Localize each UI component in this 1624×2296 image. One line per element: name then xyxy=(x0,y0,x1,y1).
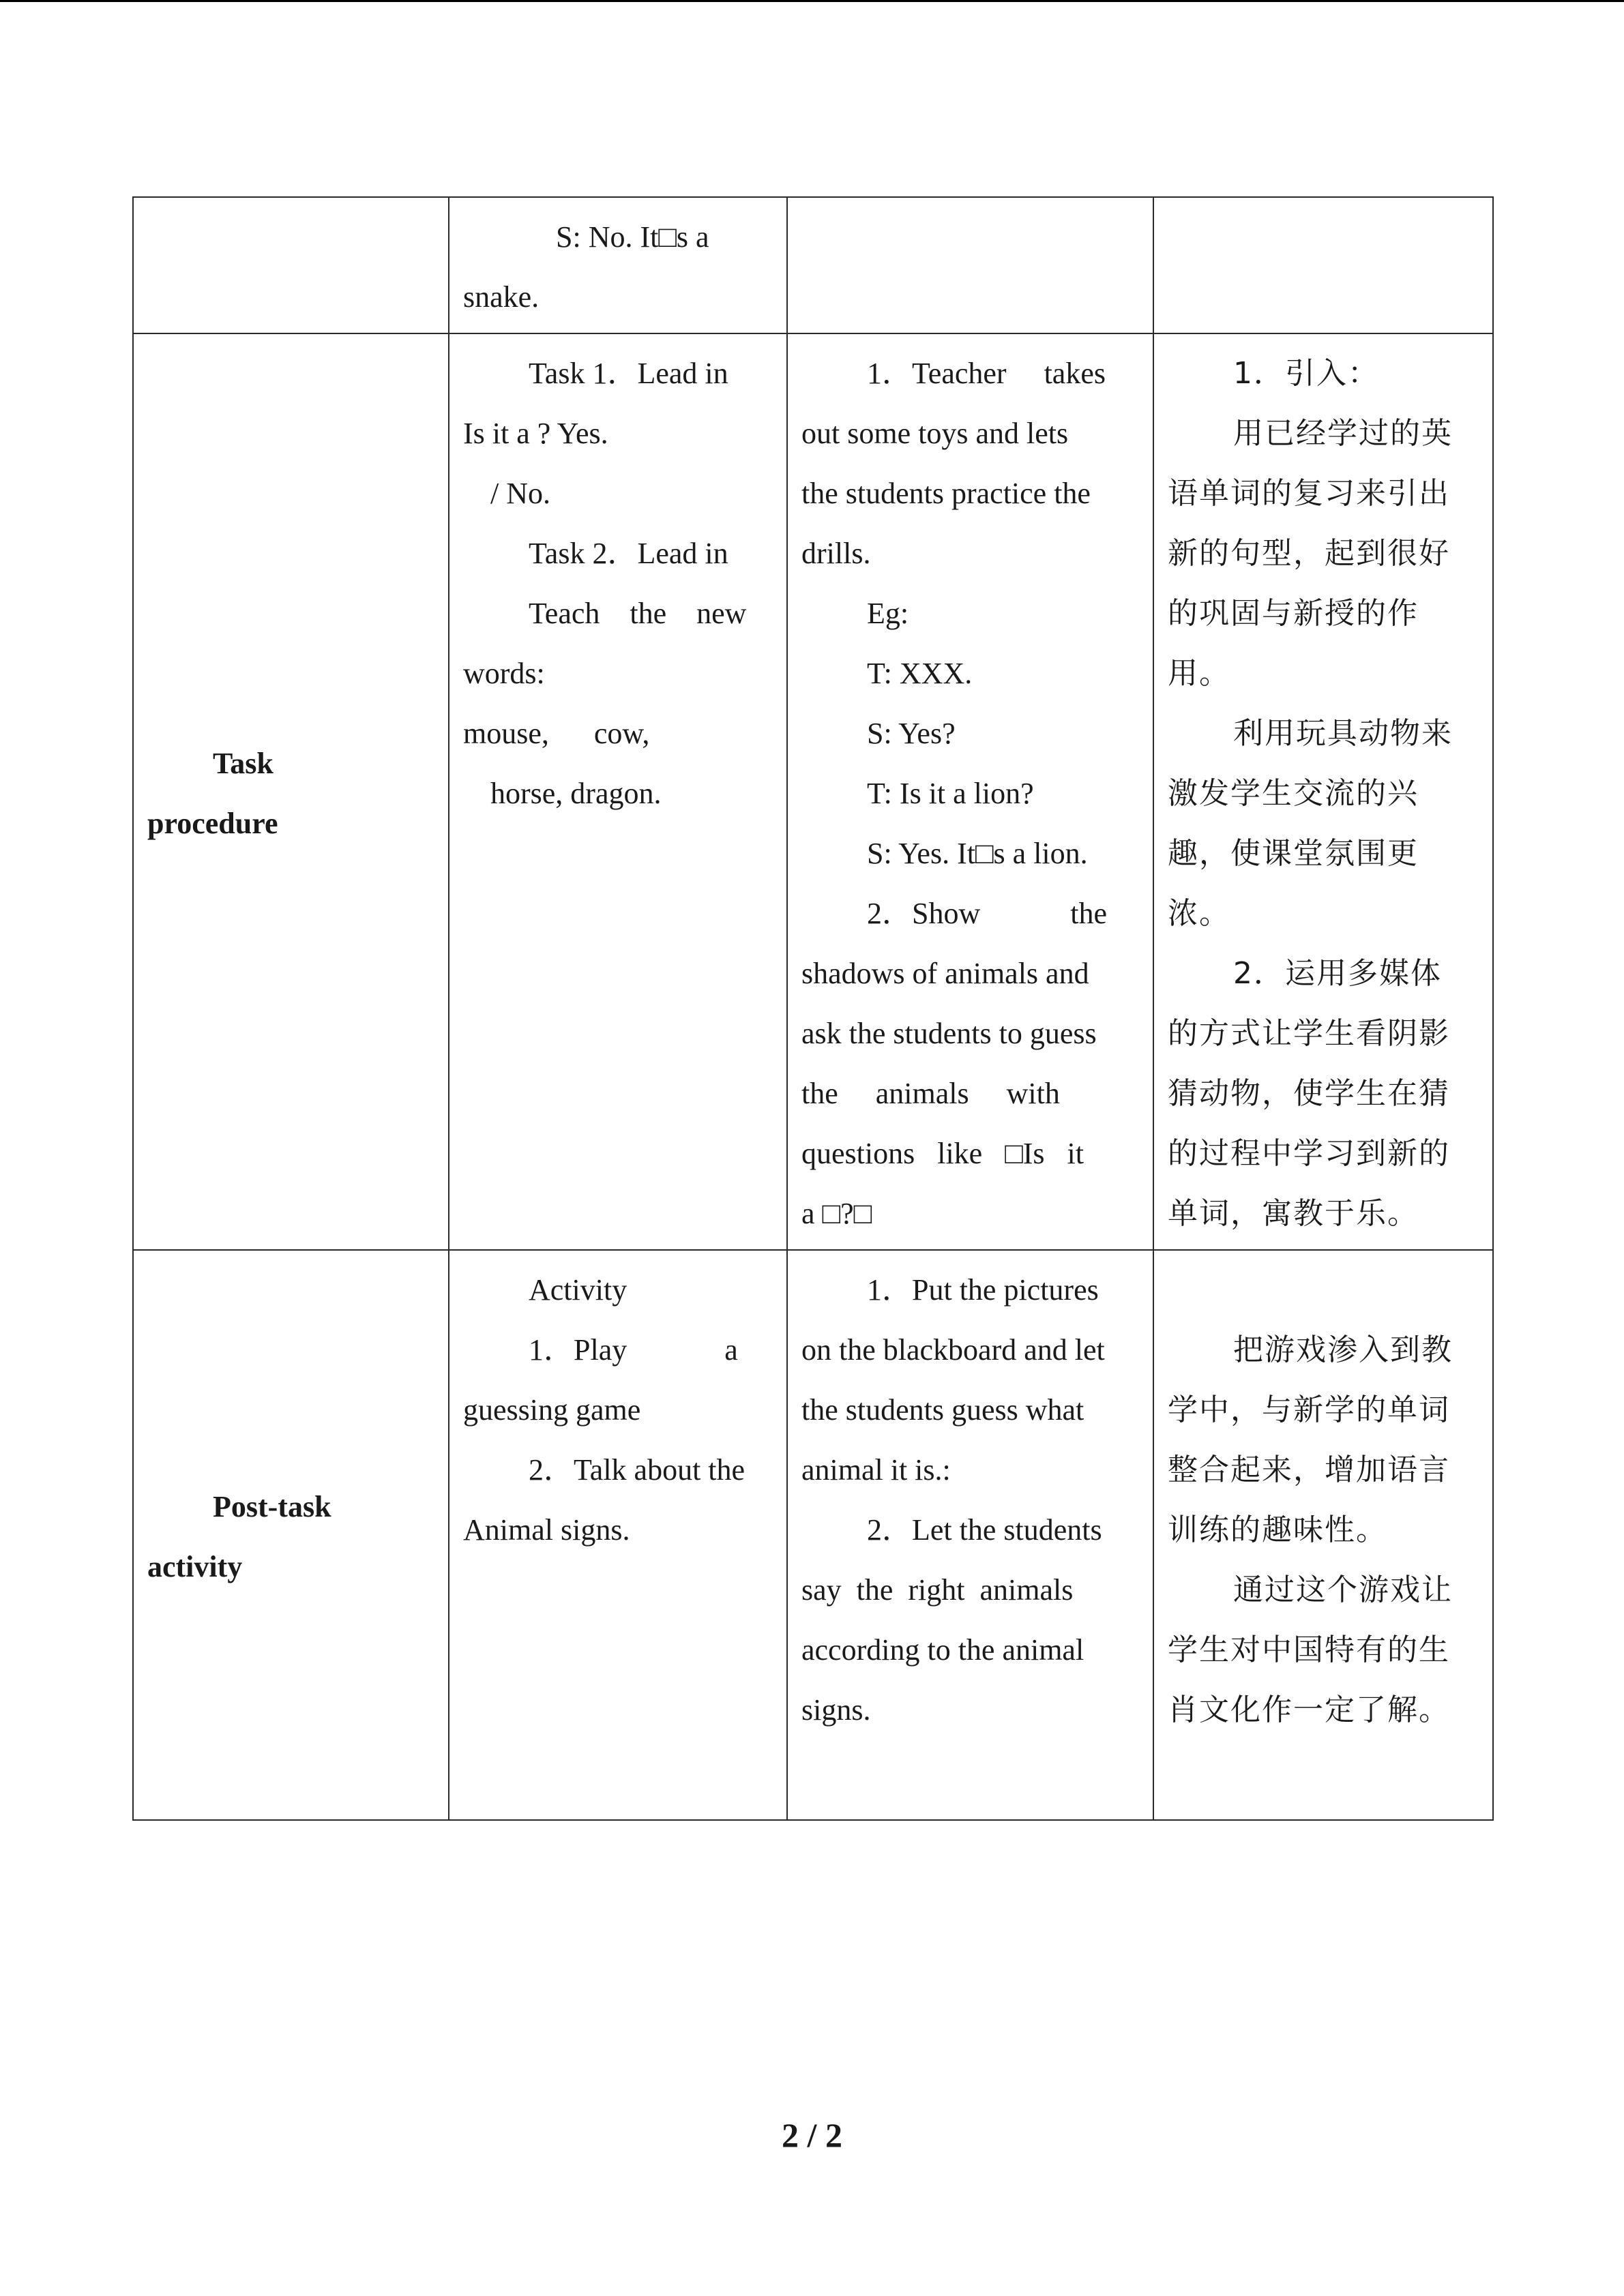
purpose-line: 学中，与新学的单词 xyxy=(1168,1392,1450,1427)
table-row-continuation xyxy=(133,197,1493,333)
content-line: words: xyxy=(463,657,545,690)
stage-cell-post-task xyxy=(133,1250,449,1820)
purpose-line: 利用玩具动物来 xyxy=(1233,716,1453,751)
purpose-line: 学生对中国特有的生 xyxy=(1168,1632,1450,1667)
content-line: S: No. It□s a xyxy=(556,220,709,254)
content-cell xyxy=(449,1250,787,1820)
method-cell xyxy=(787,333,1153,1250)
purpose-line: 肖文化作一定了解。 xyxy=(1168,1693,1450,1727)
purpose-line: 通过这个游戏让 xyxy=(1233,1572,1453,1607)
purpose-line: 的过程中学习到新的 xyxy=(1168,1136,1450,1171)
method-line: out some toys and lets xyxy=(801,417,1069,450)
table-row-post-task-activity xyxy=(133,1250,1493,1820)
method-line: S: Yes? xyxy=(867,717,956,750)
stage-cell-task-procedure xyxy=(133,333,449,1250)
method-cell xyxy=(787,1250,1153,1820)
purpose-line: 整合起来，增加语言 xyxy=(1168,1452,1450,1487)
purpose-line: 训练的趣味性。 xyxy=(1168,1512,1387,1547)
purpose-line: 浓。 xyxy=(1168,896,1230,931)
method-line: T: Is it a lion? xyxy=(867,777,1034,810)
stage-label: Task xyxy=(213,747,274,780)
purpose-line: 猜动物，使学生在猜 xyxy=(1168,1076,1450,1111)
top-border-line xyxy=(0,0,1624,2)
method-line: S: Yes. It□s a lion. xyxy=(867,837,1088,870)
content-line: Task 1．Lead in xyxy=(529,357,728,390)
method-line: a □?□ xyxy=(801,1197,872,1230)
purpose-cell xyxy=(1153,1250,1493,1820)
method-line: the students practice the xyxy=(801,477,1091,510)
purpose-line: 用。 xyxy=(1168,656,1230,691)
method-line: say the right animals xyxy=(801,1573,1074,1607)
purpose-line: 趣，使课堂氛围更 xyxy=(1168,836,1419,871)
page-number: 2 / 2 xyxy=(782,2116,842,2154)
content-line: mouse, cow, xyxy=(463,717,650,750)
stage-label: procedure xyxy=(147,807,278,840)
method-line: 2．Let the students xyxy=(867,1513,1102,1547)
method-line: ask the students to guess xyxy=(801,1017,1097,1050)
content-line: / No. xyxy=(490,477,550,510)
purpose-cell xyxy=(1153,197,1493,333)
content-line: Is it a ? Yes. xyxy=(463,417,608,450)
content-cell xyxy=(449,333,787,1250)
method-line: drills. xyxy=(801,537,871,570)
purpose-cell xyxy=(1153,333,1493,1250)
content-line: horse, dragon. xyxy=(490,777,662,810)
method-line: Eg: xyxy=(867,597,909,630)
purpose-line: 新的句型，起到很好 xyxy=(1168,536,1450,571)
stage-cell xyxy=(133,197,449,333)
content-line: Activity xyxy=(529,1273,628,1307)
content-line: 2．Talk about the xyxy=(529,1453,745,1487)
method-line: shadows of animals and xyxy=(801,957,1089,990)
purpose-line: 语单词的复习来引出 xyxy=(1168,476,1450,511)
content-line: Animal signs. xyxy=(463,1513,630,1547)
purpose-spacer xyxy=(1168,1260,1479,1320)
content-line: Teach the new xyxy=(529,597,747,630)
method-line: 1．Teacher takes xyxy=(867,357,1106,390)
method-line: T: XXX. xyxy=(867,657,973,690)
purpose-line: 1．引入： xyxy=(1233,356,1379,391)
method-line: according to the animal xyxy=(801,1633,1084,1667)
content-cell xyxy=(449,197,787,333)
method-line: 2．Show the xyxy=(867,897,1107,930)
method-line: questions like □Is it xyxy=(801,1137,1084,1170)
content-line: guessing game xyxy=(463,1393,641,1427)
stage-label: Post-task xyxy=(213,1490,331,1523)
method-line: the animals with xyxy=(801,1077,1060,1110)
lesson-plan-table xyxy=(132,196,1494,1821)
table-row-task-procedure xyxy=(133,333,1493,1250)
content-line: snake. xyxy=(463,280,540,314)
purpose-line: 用已经学过的英 xyxy=(1233,416,1453,451)
method-line: on the blackboard and let xyxy=(801,1333,1105,1367)
purpose-line: 激发学生交流的兴 xyxy=(1168,776,1419,811)
purpose-line: 单词，寓教于乐。 xyxy=(1168,1196,1419,1231)
content-line: Task 2．Lead in xyxy=(529,537,728,570)
stage-label: activity xyxy=(147,1550,243,1583)
purpose-line: 2．运用多媒体 xyxy=(1233,956,1442,991)
content-line: 1．Play a xyxy=(529,1333,738,1367)
purpose-line: 的方式让学生看阴影 xyxy=(1168,1016,1450,1051)
method-line: the students guess what xyxy=(801,1393,1084,1427)
purpose-line: 把游戏渗入到教 xyxy=(1233,1332,1453,1367)
purpose-line: 的巩固与新授的作 xyxy=(1168,596,1419,631)
method-line: 1．Put the pictures xyxy=(867,1273,1099,1307)
method-line: signs. xyxy=(801,1693,871,1727)
method-line: animal it is.: xyxy=(801,1453,951,1487)
method-cell xyxy=(787,197,1153,333)
